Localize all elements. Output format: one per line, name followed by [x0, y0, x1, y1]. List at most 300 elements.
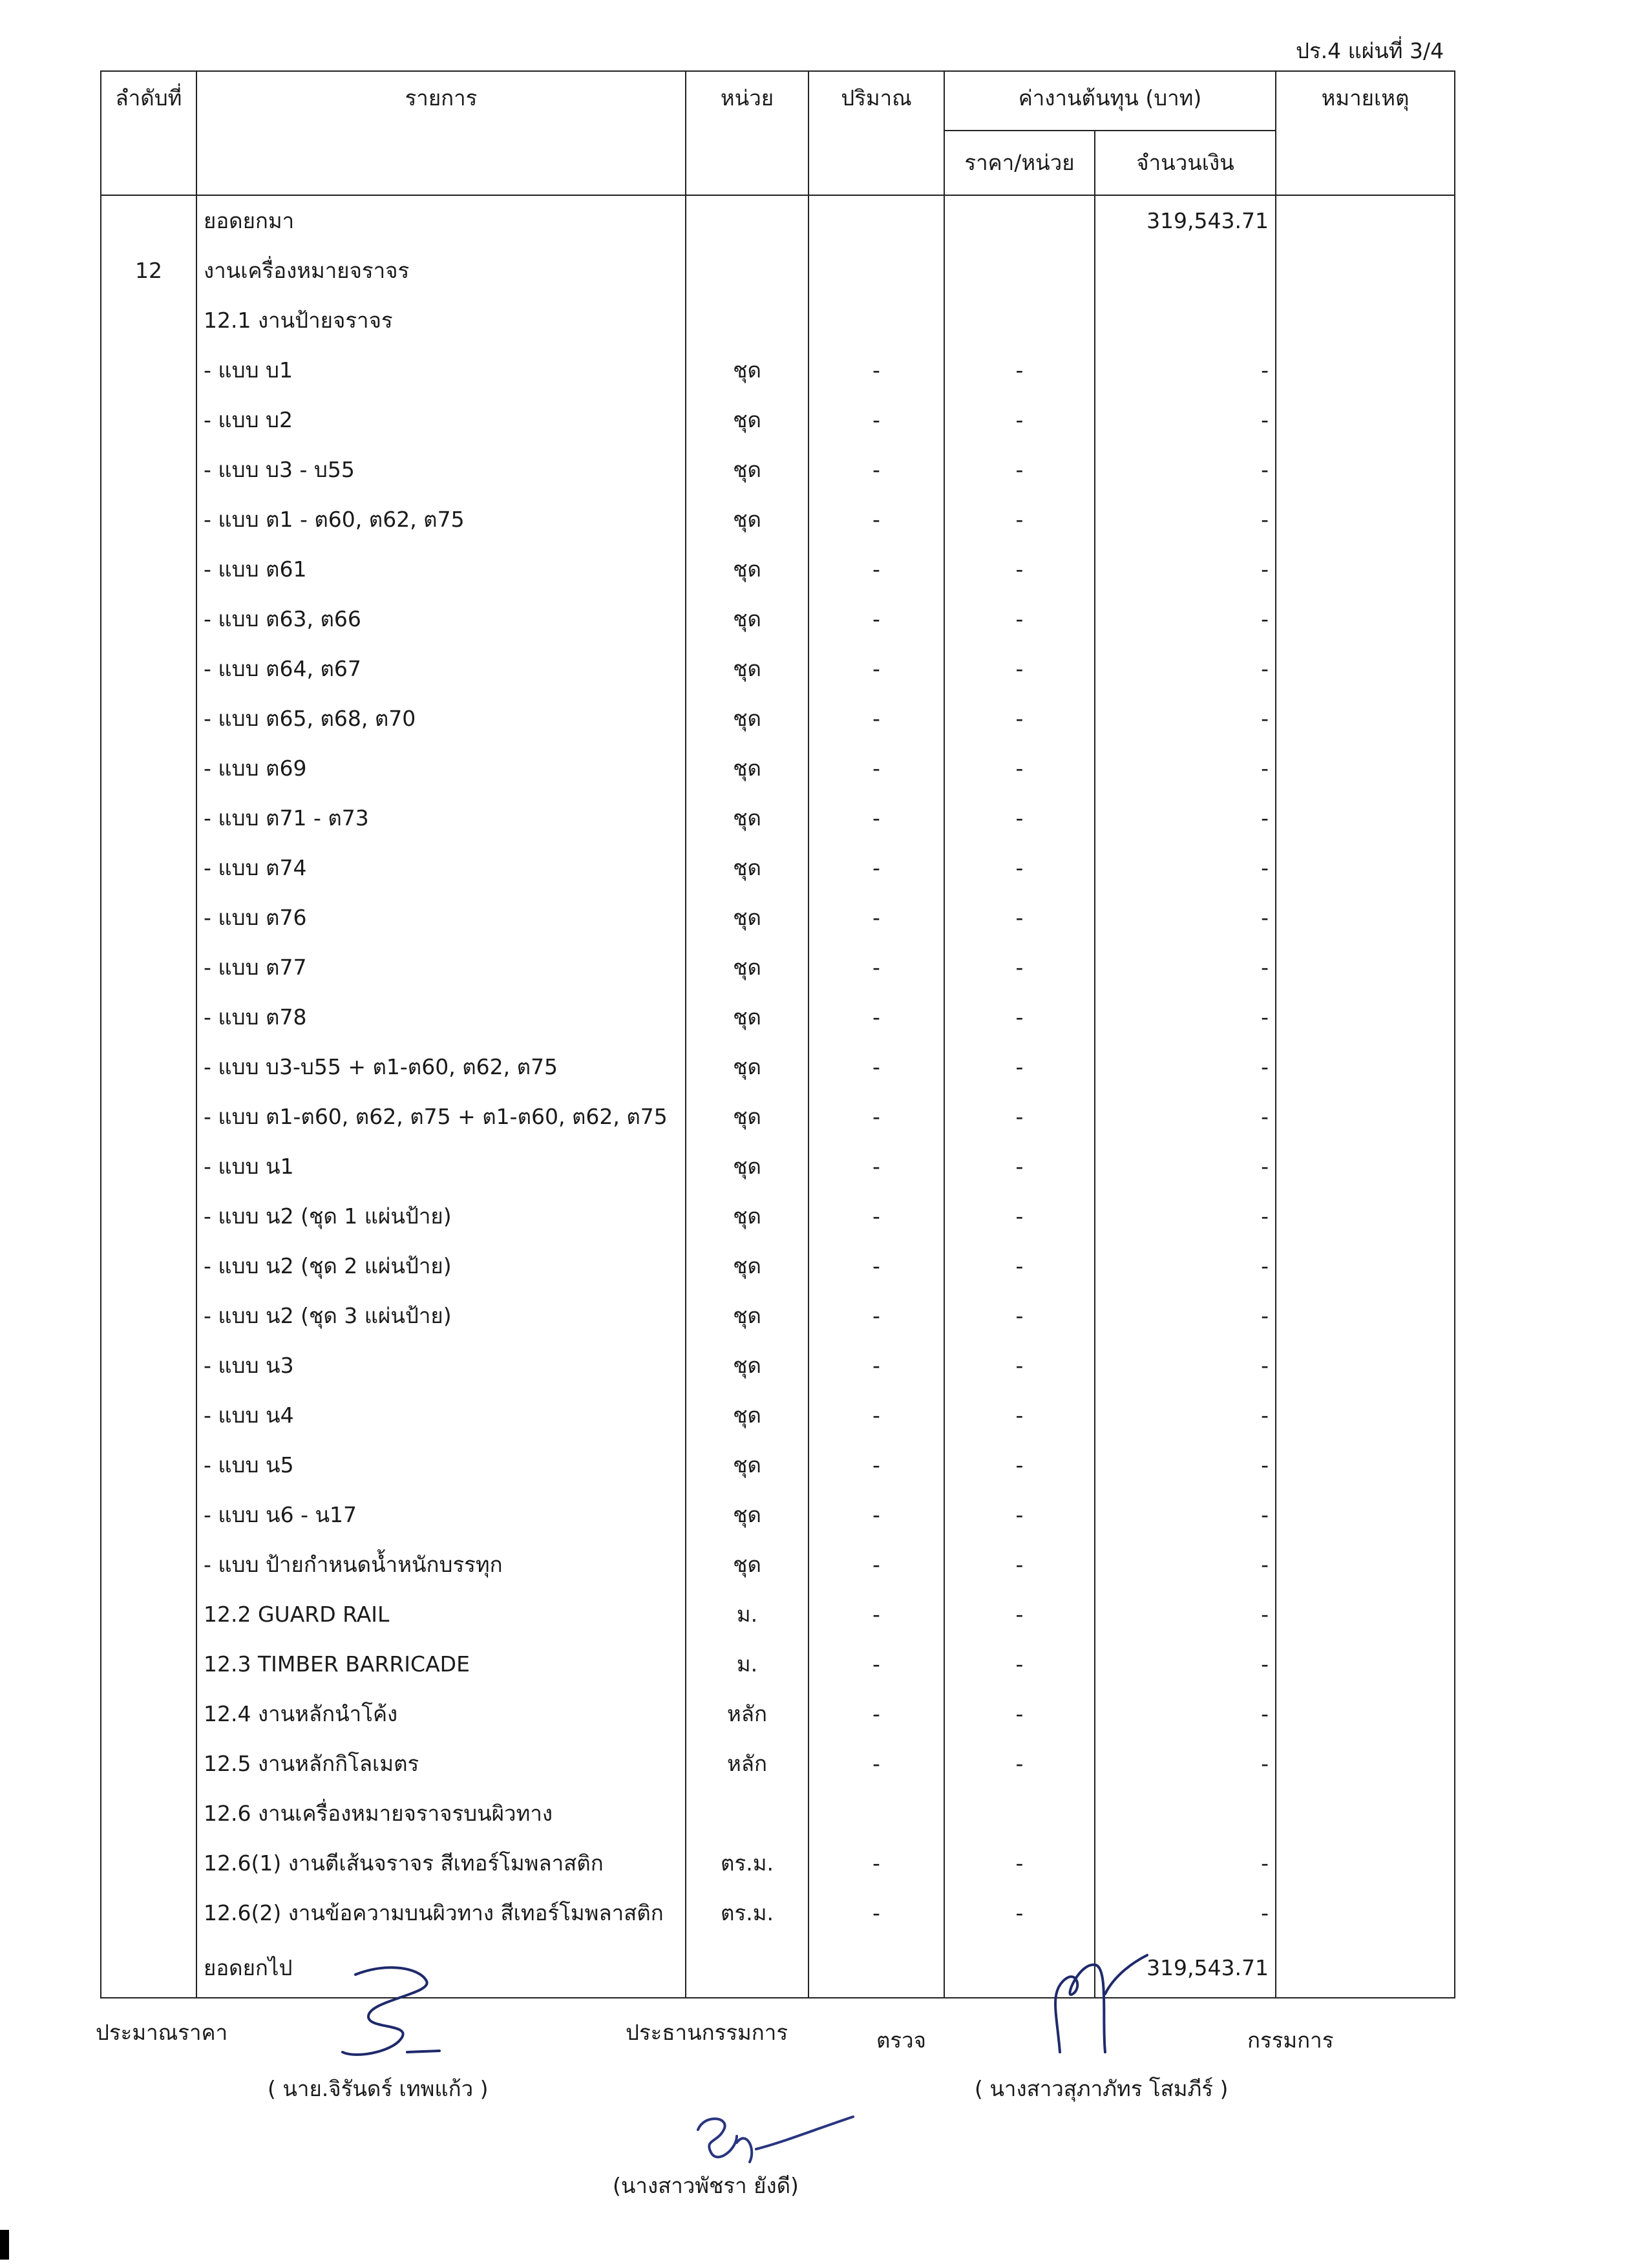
row-item: - แบบ บ1 — [196, 345, 686, 395]
row-quantity: - — [808, 1141, 944, 1191]
row-remark — [1276, 246, 1455, 295]
row-unit-price: - — [944, 793, 1095, 843]
row-unit: ชุด — [686, 1191, 808, 1241]
row-unit: ชุด — [686, 992, 808, 1042]
table-row — [101, 1490, 1455, 1540]
row-item: - แบบ น3 — [196, 1341, 686, 1390]
row-item: - แบบ บ2 — [196, 395, 686, 445]
row-unit: ชุด — [686, 445, 808, 494]
row-amount: - — [1095, 1490, 1276, 1540]
table-row — [101, 793, 1455, 843]
row-amount: - — [1095, 1689, 1276, 1739]
row-unit — [686, 246, 808, 295]
row-remark — [1276, 494, 1455, 544]
row-quantity: - — [808, 594, 944, 644]
row-item: ยอดยกมา — [196, 195, 686, 246]
row-unit-price — [944, 195, 1095, 246]
row-remark — [1276, 1291, 1455, 1341]
table-row — [101, 1888, 1455, 1938]
row-amount — [1095, 246, 1276, 295]
row-unit: หลัก — [686, 1689, 808, 1739]
row-remark — [1276, 395, 1455, 445]
row-remark — [1276, 843, 1455, 893]
table-row — [101, 1639, 1455, 1689]
row-unit — [686, 1938, 808, 1998]
row-no — [101, 843, 196, 893]
row-unit: ตร.ม. — [686, 1838, 808, 1888]
row-unit-price: - — [944, 1092, 1095, 1141]
row-remark — [1276, 594, 1455, 644]
row-unit-price: - — [944, 1838, 1095, 1888]
table-body — [101, 195, 1455, 1998]
row-remark — [1276, 942, 1455, 992]
row-unit: หลัก — [686, 1739, 808, 1788]
row-no — [101, 1440, 196, 1490]
row-unit-price — [944, 1788, 1095, 1838]
row-unit: ชุด — [686, 345, 808, 395]
row-quantity: - — [808, 1241, 944, 1291]
row-remark — [1276, 1390, 1455, 1440]
row-unit — [686, 295, 808, 345]
row-item: - แบบ ต1 - ต60, ต62, ต75 — [196, 494, 686, 544]
row-no — [101, 594, 196, 644]
row-quantity: - — [808, 1888, 944, 1938]
row-unit: ชุด — [686, 1540, 808, 1589]
row-unit — [686, 1788, 808, 1838]
row-unit-price: - — [944, 594, 1095, 644]
row-amount: - — [1095, 743, 1276, 793]
row-quantity: - — [808, 644, 944, 694]
row-quantity — [808, 246, 944, 295]
row-remark — [1276, 195, 1455, 246]
row-quantity: - — [808, 1191, 944, 1241]
row-quantity: - — [808, 544, 944, 594]
row-amount: - — [1095, 1739, 1276, 1788]
row-remark — [1276, 793, 1455, 843]
row-item: - แบบ น1 — [196, 1141, 686, 1191]
row-quantity: - — [808, 992, 944, 1042]
table-row — [101, 644, 1455, 694]
row-amount: - — [1095, 544, 1276, 594]
row-unit-price: - — [944, 1440, 1095, 1490]
row-amount: - — [1095, 1291, 1276, 1341]
row-no — [101, 1042, 196, 1092]
row-amount: - — [1095, 1341, 1276, 1390]
table-row — [101, 1440, 1455, 1490]
chair-signature — [685, 2104, 860, 2175]
row-quantity: - — [808, 1341, 944, 1390]
row-unit-price: - — [944, 1589, 1095, 1639]
cost-estimate-table — [100, 70, 1455, 1998]
row-remark — [1276, 345, 1455, 395]
row-quantity: - — [808, 1838, 944, 1888]
row-quantity: - — [808, 694, 944, 743]
row-amount: - — [1095, 992, 1276, 1042]
table-row — [101, 694, 1455, 743]
table-row — [101, 1042, 1455, 1092]
row-amount: - — [1095, 1092, 1276, 1141]
row-quantity: - — [808, 494, 944, 544]
table-row — [101, 1191, 1455, 1241]
row-unit-price: - — [944, 1888, 1095, 1938]
row-no — [101, 1092, 196, 1141]
row-unit: ชุด — [686, 743, 808, 793]
row-no — [101, 445, 196, 494]
col-header-remark: หมายเหตุ — [1276, 71, 1455, 195]
row-quantity: - — [808, 1092, 944, 1141]
row-amount: - — [1095, 1888, 1276, 1938]
row-no — [101, 1589, 196, 1639]
row-no — [101, 295, 196, 345]
row-quantity: - — [808, 843, 944, 893]
row-no — [101, 1838, 196, 1888]
row-unit-price: - — [944, 1291, 1095, 1341]
table-row — [101, 992, 1455, 1042]
row-unit: ม. — [686, 1639, 808, 1689]
table-row — [101, 544, 1455, 594]
scan-edge-mark — [0, 2230, 9, 2260]
row-unit: ชุด — [686, 843, 808, 893]
row-remark — [1276, 1589, 1455, 1639]
row-item: 12.4 งานหลักนำโค้ง — [196, 1689, 686, 1739]
row-quantity: - — [808, 1042, 944, 1092]
table-row — [101, 1689, 1455, 1739]
row-amount — [1095, 295, 1276, 345]
row-no — [101, 644, 196, 694]
row-amount: - — [1095, 494, 1276, 544]
row-amount: - — [1095, 1241, 1276, 1291]
row-unit-price: - — [944, 843, 1095, 893]
row-unit: ชุด — [686, 893, 808, 942]
row-no — [101, 544, 196, 594]
row-quantity: - — [808, 1440, 944, 1490]
row-quantity: - — [808, 395, 944, 445]
row-amount: - — [1095, 1141, 1276, 1191]
row-quantity: - — [808, 1291, 944, 1341]
table-row — [101, 445, 1455, 494]
table-row — [101, 345, 1455, 395]
col-header-no: ลำดับที่ — [101, 71, 196, 195]
row-amount: - — [1095, 1838, 1276, 1888]
row-unit: ชุด — [686, 1241, 808, 1291]
row-remark — [1276, 694, 1455, 743]
row-unit-price: - — [944, 395, 1095, 445]
table-row — [101, 1589, 1455, 1639]
row-unit: ชุด — [686, 793, 808, 843]
sheet-number: ปร.4 แผ่นที่ 3/4 — [1296, 38, 1444, 63]
table-row — [101, 942, 1455, 992]
row-no — [101, 1540, 196, 1589]
row-unit: ชุด — [686, 1042, 808, 1092]
row-no — [101, 1241, 196, 1291]
table-row — [101, 893, 1455, 942]
row-item: - แบบ น4 — [196, 1390, 686, 1440]
row-item: 12.6(1) งานตีเส้นจราจร สีเทอร์โมพลาสติก — [196, 1838, 686, 1888]
row-no — [101, 1490, 196, 1540]
row-unit-price: - — [944, 544, 1095, 594]
row-quantity: - — [808, 1540, 944, 1589]
row-no — [101, 893, 196, 942]
row-item: - แบบ น5 — [196, 1440, 686, 1490]
row-item: - แบบ บ3-บ55 + ต1-ต60, ต62, ต75 — [196, 1042, 686, 1092]
row-remark — [1276, 1440, 1455, 1490]
table-row — [101, 295, 1455, 345]
table-row — [101, 594, 1455, 644]
row-item: - แบบ บ3 - บ55 — [196, 445, 686, 494]
row-unit-price: - — [944, 1141, 1095, 1191]
chair-name: (นางสาวพัชรา ยังดี) — [613, 2173, 799, 2198]
row-item: - แบบ น2 (ชุด 3 แผ่นป้าย) — [196, 1291, 686, 1341]
row-unit-price: - — [944, 494, 1095, 544]
table-row — [101, 843, 1455, 893]
table-row — [101, 1739, 1455, 1788]
row-remark — [1276, 1888, 1455, 1938]
row-quantity: - — [808, 1490, 944, 1540]
row-item: - แบบ ต71 - ต73 — [196, 793, 686, 843]
row-remark — [1276, 1092, 1455, 1141]
col-header-unit: หน่วย — [686, 71, 808, 195]
row-unit: ชุด — [686, 1092, 808, 1141]
row-amount: - — [1095, 594, 1276, 644]
row-quantity: - — [808, 1390, 944, 1440]
member-name: ( นางสาวสุภาภัทร โสมภีร์ ) — [975, 2076, 1229, 2101]
row-amount: - — [1095, 445, 1276, 494]
row-remark — [1276, 1341, 1455, 1390]
row-remark — [1276, 445, 1455, 494]
row-unit: ชุด — [686, 544, 808, 594]
row-amount: - — [1095, 793, 1276, 843]
row-unit: ตร.ม. — [686, 1888, 808, 1938]
row-quantity — [808, 295, 944, 345]
row-no — [101, 1639, 196, 1689]
member-label: กรรมการ — [1247, 2028, 1334, 2053]
row-no — [101, 494, 196, 544]
table-row — [101, 1838, 1455, 1888]
table-header — [101, 71, 1455, 195]
row-quantity: - — [808, 743, 944, 793]
row-amount: - — [1095, 1639, 1276, 1689]
row-item: ยอดยกไป — [196, 1938, 686, 1998]
row-unit: ชุด — [686, 1490, 808, 1540]
estimator-label: ประมาณราคา — [96, 2020, 228, 2045]
chair-label: ประธานกรรมการ — [626, 2020, 788, 2045]
table-row — [101, 1390, 1455, 1440]
row-item: 12.2 GUARD RAIL — [196, 1589, 686, 1639]
row-unit-price: - — [944, 345, 1095, 395]
row-remark — [1276, 1241, 1455, 1291]
row-item: - แบบ น2 (ชุด 1 แผ่นป้าย) — [196, 1191, 686, 1241]
row-quantity — [808, 195, 944, 246]
table-row — [101, 1092, 1455, 1141]
row-unit-price — [944, 1938, 1095, 1998]
row-remark — [1276, 295, 1455, 345]
row-amount: 319,543.71 — [1095, 195, 1276, 246]
row-remark — [1276, 1490, 1455, 1540]
row-no — [101, 1938, 196, 1998]
row-remark — [1276, 1838, 1455, 1888]
estimator-name: ( นาย.จิรันดร์ เทพแก้ว ) — [268, 2076, 489, 2101]
row-quantity: - — [808, 942, 944, 992]
row-no — [101, 694, 196, 743]
col-header-quantity: ปริมาณ — [808, 71, 944, 195]
row-item: - แบบ ต1-ต60, ต62, ต75 + ต1-ต60, ต62, ต75 — [196, 1092, 686, 1141]
row-amount: - — [1095, 843, 1276, 893]
row-no — [101, 942, 196, 992]
row-unit-price: - — [944, 1490, 1095, 1540]
row-item: 12.1 งานป้ายจราจร — [196, 295, 686, 345]
row-no — [101, 1291, 196, 1341]
row-unit: ชุด — [686, 1390, 808, 1440]
row-no — [101, 992, 196, 1042]
row-no — [101, 195, 196, 246]
row-no — [101, 1191, 196, 1241]
row-unit — [686, 195, 808, 246]
row-amount: - — [1095, 345, 1276, 395]
row-amount: - — [1095, 694, 1276, 743]
table-row — [101, 1788, 1455, 1838]
row-item: - แบบ ต69 — [196, 743, 686, 793]
row-unit-price: - — [944, 445, 1095, 494]
row-no — [101, 743, 196, 793]
row-item: - แบบ ต78 — [196, 992, 686, 1042]
row-no — [101, 1390, 196, 1440]
row-remark — [1276, 992, 1455, 1042]
row-unit-price: - — [944, 1191, 1095, 1241]
row-quantity: - — [808, 345, 944, 395]
row-quantity: - — [808, 1689, 944, 1739]
row-quantity: - — [808, 1739, 944, 1788]
row-remark — [1276, 644, 1455, 694]
row-unit: ชุด — [686, 395, 808, 445]
row-no: 12 — [101, 246, 196, 295]
row-quantity — [808, 1788, 944, 1838]
row-unit-price: - — [944, 644, 1095, 694]
row-unit-price: - — [944, 1739, 1095, 1788]
row-no — [101, 395, 196, 445]
row-unit-price: - — [944, 942, 1095, 992]
row-remark — [1276, 1739, 1455, 1788]
row-item: - แบบ ต64, ต67 — [196, 644, 686, 694]
row-no — [101, 1341, 196, 1390]
row-unit-price: - — [944, 1540, 1095, 1589]
row-unit-price: - — [944, 1689, 1095, 1739]
row-item: - แบบ น6 - น17 — [196, 1490, 686, 1540]
row-no — [101, 1739, 196, 1788]
row-amount: - — [1095, 1589, 1276, 1639]
row-item: 12.3 TIMBER BARRICADE — [196, 1639, 686, 1689]
table-row — [101, 1241, 1455, 1291]
row-remark — [1276, 743, 1455, 793]
row-quantity: - — [808, 1639, 944, 1689]
row-unit-price: - — [944, 1341, 1095, 1390]
row-unit-price: - — [944, 1241, 1095, 1291]
row-quantity: - — [808, 893, 944, 942]
row-unit-price: - — [944, 694, 1095, 743]
row-no — [101, 345, 196, 395]
row-remark — [1276, 1938, 1455, 1998]
row-remark — [1276, 1042, 1455, 1092]
row-unit-price: - — [944, 1639, 1095, 1689]
row-quantity: - — [808, 1589, 944, 1639]
row-item: - แบบ ต77 — [196, 942, 686, 992]
row-remark — [1276, 544, 1455, 594]
row-unit-price: - — [944, 743, 1095, 793]
row-unit: ชุด — [686, 1440, 808, 1490]
row-amount: - — [1095, 942, 1276, 992]
row-item: 12.6 งานเครื่องหมายจราจรบนผิวทาง — [196, 1788, 686, 1838]
row-unit: ชุด — [686, 1141, 808, 1191]
row-unit-price: - — [944, 992, 1095, 1042]
table-row — [101, 494, 1455, 544]
row-item: - แบบ ต76 — [196, 893, 686, 942]
row-unit: ชุด — [686, 1291, 808, 1341]
table-row — [101, 1291, 1455, 1341]
row-quantity: - — [808, 445, 944, 494]
table-row — [101, 395, 1455, 445]
row-remark — [1276, 1689, 1455, 1739]
row-remark — [1276, 1141, 1455, 1191]
row-item: - แบบ ต65, ต68, ต70 — [196, 694, 686, 743]
row-remark — [1276, 1540, 1455, 1589]
row-amount: - — [1095, 1191, 1276, 1241]
row-amount: - — [1095, 1042, 1276, 1092]
row-unit: ชุด — [686, 942, 808, 992]
table-row — [101, 1938, 1455, 1998]
table-row — [101, 1540, 1455, 1589]
row-unit-price — [944, 246, 1095, 295]
row-amount: - — [1095, 1540, 1276, 1589]
row-remark — [1276, 1639, 1455, 1689]
row-quantity: - — [808, 793, 944, 843]
row-unit: ชุด — [686, 494, 808, 544]
table-row — [101, 246, 1455, 295]
row-no — [101, 1888, 196, 1938]
row-unit: ชุด — [686, 694, 808, 743]
row-no — [101, 1141, 196, 1191]
row-unit: ชุด — [686, 644, 808, 694]
row-item: - แบบ น2 (ชุด 2 แผ่นป้าย) — [196, 1241, 686, 1291]
table-row — [101, 1141, 1455, 1191]
row-remark — [1276, 893, 1455, 942]
row-amount: - — [1095, 644, 1276, 694]
row-amount: - — [1095, 395, 1276, 445]
row-unit: ม. — [686, 1589, 808, 1639]
row-remark — [1276, 1191, 1455, 1241]
check-label: ตรวจ — [876, 2028, 927, 2053]
table-row — [101, 1341, 1455, 1390]
table-row — [101, 743, 1455, 793]
row-no — [101, 1689, 196, 1739]
row-item: - แบบ ต63, ต66 — [196, 594, 686, 644]
col-header-cost-group: ค่างานต้นทุน (บาท) — [944, 71, 1276, 131]
row-unit-price — [944, 295, 1095, 345]
row-quantity — [808, 1938, 944, 1998]
row-unit-price: - — [944, 893, 1095, 942]
row-amount: - — [1095, 1440, 1276, 1490]
row-no — [101, 793, 196, 843]
row-remark — [1276, 1788, 1455, 1838]
row-item: - แบบ ต74 — [196, 843, 686, 893]
row-unit-price: - — [944, 1390, 1095, 1440]
row-item: - แบบ ต61 — [196, 544, 686, 594]
row-unit: ชุด — [686, 1341, 808, 1390]
row-item: - แบบ ป้ายกำหนดน้ำหนักบรรทุก — [196, 1540, 686, 1589]
col-header-item: รายการ — [196, 71, 686, 195]
row-item: 12.6(2) งานข้อความบนผิวทาง สีเทอร์โมพลาสติก — [196, 1888, 686, 1938]
row-amount: 319,543.71 — [1095, 1938, 1276, 1998]
row-amount: - — [1095, 893, 1276, 942]
row-item: งานเครื่องหมายจราจร — [196, 246, 686, 295]
